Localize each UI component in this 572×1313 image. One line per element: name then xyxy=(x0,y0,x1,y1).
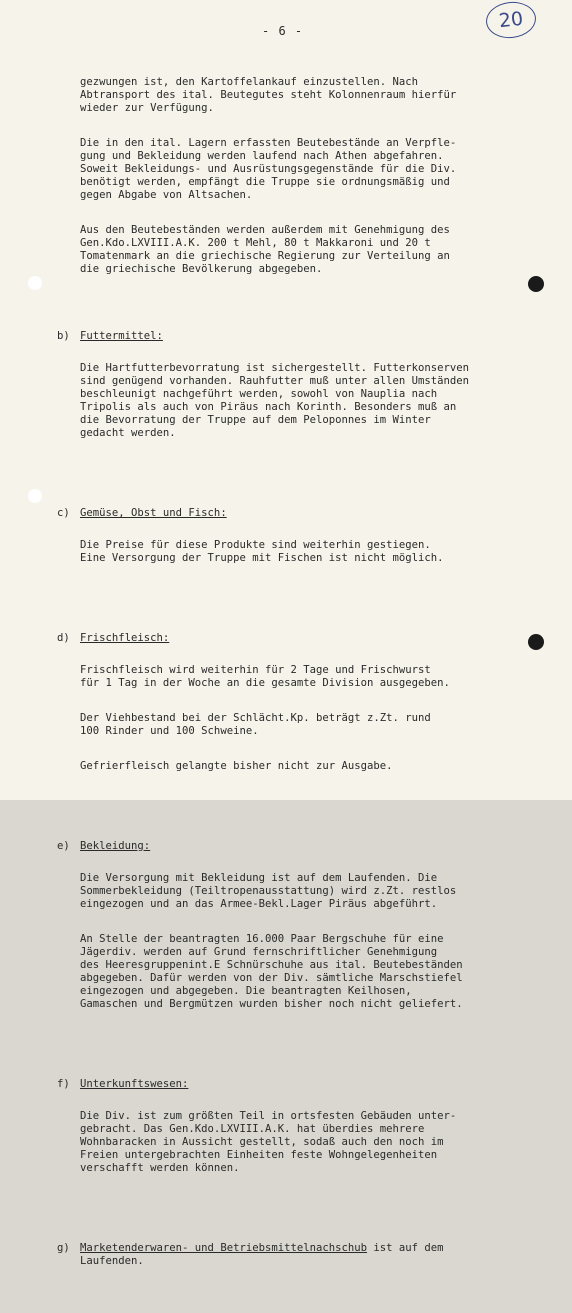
section-heading: Marketenderwaren- und Betriebsmittelnachschub xyxy=(80,1242,368,1254)
archive-stamp: 20 xyxy=(484,0,537,41)
punch-hole-icon xyxy=(528,276,544,292)
paragraph: Frischfleisch wird weiterhin für 2 Tage und Frischwurst für 1 Tag in der Woche an die gesamte Division ausgegeben. xyxy=(80,664,450,689)
section-letter: g) xyxy=(57,1242,70,1254)
punch-hole-icon xyxy=(28,276,42,290)
section-heading: Bekleidung: xyxy=(80,840,151,852)
section-letter: d) xyxy=(57,632,70,644)
section-letter: f) xyxy=(57,1078,70,1090)
punch-hole-icon xyxy=(528,634,544,650)
section-heading: Futtermittel: xyxy=(80,330,163,342)
paragraph: Die Versorgung mit Bekleidung ist auf dem Laufenden. Die Sommerbekleidung (Teiltropenausstattung) wird z.Zt. restlos eingezogen und an das Armee-Bekl.Lager Piräus abgeführt. xyxy=(80,872,457,910)
page-number: - 6 - xyxy=(262,24,304,38)
paragraph: An Stelle der beantragten 16.000 Paar Bergschuhe für eine Jägerdiv. werden auf Grund fernschriftlicher Genehmigung des Heeresgruppenint.E Schnürschuhe aus ital. Beutebeständen abgegeben. Dafür werden von der Div. sämtliche Marschstiefel eingezogen und abgegeben. Die beantragten Keilhosen, Gamaschen und Bergmützen wurden bisher noch nicht geliefert. xyxy=(80,933,463,1010)
paragraph: Die Preise für diese Produkte sind weiterhin gestiegen. Eine Versorgung der Truppe mit Fischen ist nicht möglich. xyxy=(80,539,444,564)
section-frischfleisch xyxy=(57,619,520,795)
section-letter: c) xyxy=(57,507,70,519)
section-heading: Gemüse, Obst und Fisch: xyxy=(80,507,227,519)
paragraph: Die in den ital. Lagern erfassten Beutebestände an Verpfle- gung und Bekleidung werden laufend nach Athen abgefahren. Soweit Bekleidungs- und Ausrüstungsgegenstände für die Div. benötigt werden, empfängt die Truppe sie ordnungsmäßig und gegen Abgabe von Altsachen. xyxy=(80,137,457,201)
document-body xyxy=(57,50,520,1313)
paragraph: Die Hartfutterbevorratung ist sichergestellt. Futterkonserven sind genügend vorhanden. Rauhfutter muß unter allen Umständen beschleunigt nachgeführt werden, sowohl von Nauplia nach Tripolis als auch von Piräus nach Korinth. Besonders muß an die Bevorratung der Truppe auf dem Peloponnes im Winter gedacht werden. xyxy=(80,362,470,439)
section-marketenderwaren xyxy=(57,1229,520,1287)
section-unterkunftswesen xyxy=(57,1065,520,1197)
section-bekleidung xyxy=(57,827,520,1033)
section-heading: Unterkunftswesen: xyxy=(80,1078,189,1090)
section-gemuese-obst-fisch xyxy=(57,494,520,587)
paragraph: Aus den Beutebeständen werden außerdem mit Genehmigung des Gen.Kdo.LXVIII.A.K. 200 t Mehl, 80 t Makkaroni und 20 t Tomatenmark an die griechische Regierung zur Verteilung an die griechische Bevölkerung abgegeben. xyxy=(80,224,450,275)
paragraph: Gefrierfleisch gelangte bisher nicht zur Ausgabe. xyxy=(80,760,393,772)
paragraph: Die Div. ist zum größten Teil in ortsfesten Gebäuden unter- gebracht. Das Gen.Kdo.LXVIII.A.K. hat überdies mehrere Wohnbaracken in Aussicht gestellt, sodaß auch den noch im Freien untergebrachten Einheiten feste Wohngelegenheiten verschafft werden können. xyxy=(80,1110,457,1174)
paragraph: Der Viehbestand bei der Schlächt.Kp. beträgt z.Zt. rund 100 Rinder und 100 Schweine. xyxy=(80,712,431,737)
paragraph: gezwungen ist, den Kartoffelankauf einzustellen. Nach Abtransport des ital. Beutegutes steht Kolonnenraum hierfür wieder zur Verfügung. xyxy=(80,76,457,114)
section-futtermittel xyxy=(57,317,520,462)
section-letter: b) xyxy=(57,330,70,342)
section-letter: e) xyxy=(57,840,70,852)
punch-hole-icon xyxy=(28,489,42,503)
section-heading-rest: ist auf dem Laufenden. xyxy=(80,1242,444,1267)
section-heading: Frischfleisch: xyxy=(80,632,170,644)
